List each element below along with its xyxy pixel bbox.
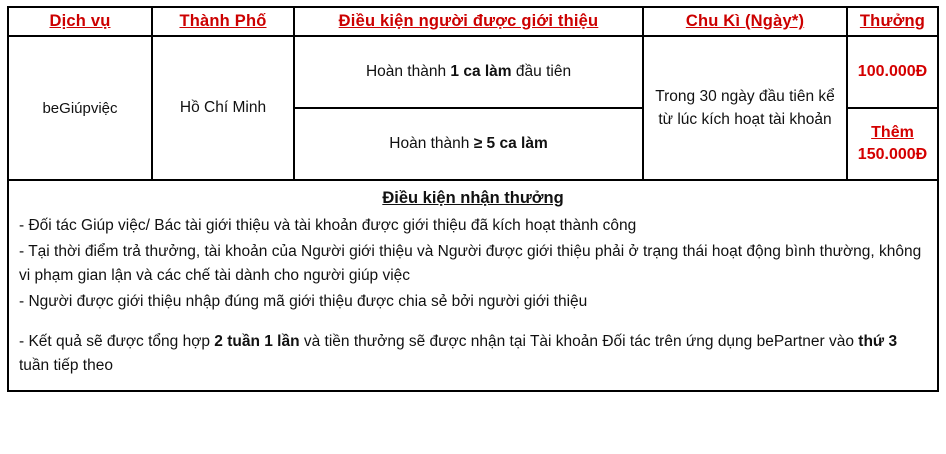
cell-service: beGiúpviệc (8, 36, 152, 180)
condition-1-prefix: Hoàn thành (365, 62, 451, 80)
note-4-part3: tuần tiếp theo (19, 357, 113, 375)
condition-2-prefix: Hoàn thành (389, 134, 474, 152)
cell-condition-1 (294, 36, 643, 108)
bonus-2-amount: 150.000Đ (857, 146, 928, 163)
condition-note-2: - Tại thời điểm trả thưởng, tài khoản của Người giới thiệu và Người được giới thiệu phải ở trạng thái hoạt động bình thường, không vi phạm gian lận và các chế tài dành cho người giúp việc (19, 243, 922, 285)
conditions-section (7, 181, 939, 392)
note-4-bold2: thứ 3 (858, 333, 898, 351)
condition-note-4 (19, 330, 927, 378)
table-header-row (8, 7, 938, 36)
table-header (8, 7, 938, 36)
conditions-title: Điều kiện nhận thưởng (382, 189, 564, 207)
cell-bonus-2 (847, 108, 938, 180)
promotion-table (7, 6, 939, 181)
column-header-bonus: Thưởng (847, 7, 938, 36)
cell-condition-2 (294, 108, 643, 180)
cell-city: Hồ Chí Minh (152, 36, 294, 180)
column-header-service: Dịch vụ (8, 7, 152, 36)
note-4-part2: và tiền thưởng sẽ được nhận tại Tài khoản Đối tác trên ứng dụng bePartner vào (299, 333, 859, 351)
column-header-city: Thành Phố (152, 7, 294, 36)
note-4-bold1: 2 tuần 1 lần (214, 333, 300, 351)
table-row (8, 36, 938, 108)
condition-note-1: - Đối tác Giúp việc/ Bác tài giới thiệu và tài khoản được giới thiệu đã kích hoạt thành công (19, 217, 637, 234)
note-spacer (19, 316, 927, 330)
condition-note-3: - Người được giới thiệu nhập đúng mã giới thiệu được chia sẻ bởi người giới thiệu (19, 293, 588, 311)
condition-1-suffix: đầu tiên (511, 62, 572, 80)
table-body (8, 36, 938, 180)
cell-bonus-1: 100.000Đ (847, 36, 938, 108)
column-header-cycle: Chu Kì (Ngày*) (643, 7, 847, 36)
note-4-part1: - Kết quả sẽ được tổng hợp (19, 333, 215, 351)
cell-cycle: Trong 30 ngày đầu tiên kể từ lúc kích hoạt tài khoản (643, 36, 847, 180)
condition-1-bold: 1 ca làm (450, 62, 512, 80)
bonus-2-extra-label: Thêm (871, 124, 914, 142)
column-header-condition: Điều kiện người được giới thiệu (294, 7, 643, 36)
condition-2-bold: ≥ 5 ca làm (473, 134, 548, 152)
